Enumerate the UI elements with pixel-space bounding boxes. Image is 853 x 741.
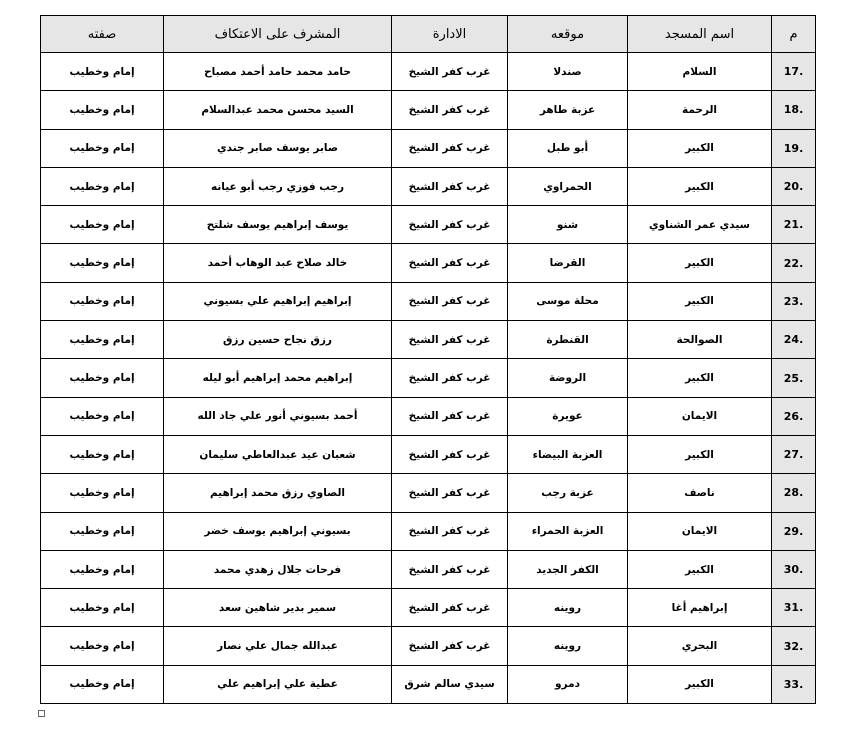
row-number: .21 [772, 206, 816, 244]
location-cell: القنطرة [508, 321, 628, 359]
row-number: .27 [772, 435, 816, 473]
supervisor-cell: أحمد بسيوني أنور علي جاد الله [164, 397, 392, 435]
table-row [41, 321, 816, 359]
location-cell: الحمراوي [508, 167, 628, 205]
location-cell: صندلا [508, 53, 628, 91]
row-number: .30 [772, 550, 816, 588]
mosque-name-cell: السلام [628, 53, 772, 91]
title-cell: إمام وخطيب [41, 167, 164, 205]
mosque-name-cell: الكبير [628, 282, 772, 320]
supervisor-cell: شعبان عيد عبدالعاطي سليمان [164, 435, 392, 473]
mosque-name-cell: الكبير [628, 550, 772, 588]
table-row [41, 589, 816, 627]
table-row [41, 129, 816, 167]
header-administration: الادارة [392, 16, 508, 53]
title-cell: إمام وخطيب [41, 627, 164, 665]
table-row [41, 512, 816, 550]
title-cell: إمام وخطيب [41, 53, 164, 91]
supervisor-cell: إبراهيم إبراهيم علي بسيوني [164, 282, 392, 320]
mosque-name-cell: الكبير [628, 244, 772, 282]
table-row [41, 359, 816, 397]
table-row [41, 206, 816, 244]
row-number: .31 [772, 589, 816, 627]
title-cell: إمام وخطيب [41, 91, 164, 129]
supervisor-cell: حامد محمد حامد أحمد مصباح [164, 53, 392, 91]
title-cell: إمام وخطيب [41, 512, 164, 550]
header-title: صفته [41, 16, 164, 53]
administration-cell: غرب كفر الشيخ [392, 53, 508, 91]
row-number: .26 [772, 397, 816, 435]
administration-cell: غرب كفر الشيخ [392, 167, 508, 205]
title-cell: إمام وخطيب [41, 397, 164, 435]
row-number: .18 [772, 91, 816, 129]
supervisor-cell: خالد صلاح عبد الوهاب أحمد [164, 244, 392, 282]
title-cell: إمام وخطيب [41, 282, 164, 320]
title-cell: إمام وخطيب [41, 206, 164, 244]
administration-cell: غرب كفر الشيخ [392, 512, 508, 550]
mosque-name-cell: الايمان [628, 512, 772, 550]
row-number: .17 [772, 53, 816, 91]
administration-cell: غرب كفر الشيخ [392, 359, 508, 397]
table-body [41, 53, 816, 704]
mosque-name-cell: البحري [628, 627, 772, 665]
header-row [41, 16, 816, 53]
location-cell: عويرة [508, 397, 628, 435]
administration-cell: غرب كفر الشيخ [392, 321, 508, 359]
location-cell: روينه [508, 589, 628, 627]
supervisor-cell: رزق نجاح حسين رزق [164, 321, 392, 359]
administration-cell: سيدي سالم شرق [392, 665, 508, 703]
location-cell: القرضا [508, 244, 628, 282]
administration-cell: غرب كفر الشيخ [392, 91, 508, 129]
administration-cell: غرب كفر الشيخ [392, 435, 508, 473]
administration-cell: غرب كفر الشيخ [392, 397, 508, 435]
supervisor-cell: سمير بدير شاهين سعد [164, 589, 392, 627]
mosque-name-cell: الكبير [628, 359, 772, 397]
table-row [41, 550, 816, 588]
title-cell: إمام وخطيب [41, 589, 164, 627]
table-row [41, 397, 816, 435]
administration-cell: غرب كفر الشيخ [392, 627, 508, 665]
location-cell: عزبة طاهر [508, 91, 628, 129]
administration-cell: غرب كفر الشيخ [392, 206, 508, 244]
table-row [41, 53, 816, 91]
mosque-name-cell: الرحمة [628, 91, 772, 129]
supervisor-cell: يوسف إبراهيم يوسف شلتح [164, 206, 392, 244]
table-row [41, 244, 816, 282]
supervisor-cell: بسيوني إبراهيم يوسف خضر [164, 512, 392, 550]
paragraph-marker [38, 710, 45, 717]
location-cell: الكفر الجديد [508, 550, 628, 588]
administration-cell: غرب كفر الشيخ [392, 129, 508, 167]
row-number: .24 [772, 321, 816, 359]
table-row [41, 91, 816, 129]
location-cell: دمرو [508, 665, 628, 703]
supervisor-cell: صابر يوسف صابر جندي [164, 129, 392, 167]
supervisor-cell: السيد محسن محمد عبدالسلام [164, 91, 392, 129]
title-cell: إمام وخطيب [41, 129, 164, 167]
table-row [41, 665, 816, 703]
location-cell: الروضة [508, 359, 628, 397]
row-number: .23 [772, 282, 816, 320]
administration-cell: غرب كفر الشيخ [392, 474, 508, 512]
administration-cell: غرب كفر الشيخ [392, 244, 508, 282]
mosque-name-cell: إبراهيم أغا [628, 589, 772, 627]
location-cell: العزبة البيضاء [508, 435, 628, 473]
mosque-name-cell: الصوالحة [628, 321, 772, 359]
row-number: .20 [772, 167, 816, 205]
header-location: موقعه [508, 16, 628, 53]
supervisor-cell: رجب فوزي رجب أبو عيانه [164, 167, 392, 205]
mosque-name-cell: الايمان [628, 397, 772, 435]
title-cell: إمام وخطيب [41, 665, 164, 703]
supervisor-cell: عطية علي إبراهيم علي [164, 665, 392, 703]
table-row [41, 435, 816, 473]
title-cell: إمام وخطيب [41, 244, 164, 282]
administration-cell: غرب كفر الشيخ [392, 550, 508, 588]
mosque-name-cell: سيدي عمر الشناوي [628, 206, 772, 244]
location-cell: محلة موسى [508, 282, 628, 320]
table-row [41, 282, 816, 320]
row-number: .22 [772, 244, 816, 282]
title-cell: إمام وخطيب [41, 321, 164, 359]
location-cell: العزبة الحمراء [508, 512, 628, 550]
location-cell: روينه [508, 627, 628, 665]
table-row [41, 627, 816, 665]
supervisor-cell: فرحات جلال زهدي محمد [164, 550, 392, 588]
mosque-name-cell: ناصف [628, 474, 772, 512]
mosque-name-cell: الكبير [628, 435, 772, 473]
row-number: .33 [772, 665, 816, 703]
header-supervisor: المشرف على الاعتكاف [164, 16, 392, 53]
row-number: .19 [772, 129, 816, 167]
row-number: .25 [772, 359, 816, 397]
row-number: .32 [772, 627, 816, 665]
title-cell: إمام وخطيب [41, 435, 164, 473]
supervisor-cell: عبدالله جمال علي نصار [164, 627, 392, 665]
title-cell: إمام وخطيب [41, 359, 164, 397]
row-number: .28 [772, 474, 816, 512]
location-cell: شنو [508, 206, 628, 244]
mosque-name-cell: الكبير [628, 129, 772, 167]
mosque-name-cell: الكبير [628, 665, 772, 703]
mosque-name-cell: الكبير [628, 167, 772, 205]
location-cell: أبو طبل [508, 129, 628, 167]
header-num: م [772, 16, 816, 53]
table-row [41, 474, 816, 512]
header-mosque-name: اسم المسجد [628, 16, 772, 53]
title-cell: إمام وخطيب [41, 550, 164, 588]
administration-cell: غرب كفر الشيخ [392, 589, 508, 627]
row-number: .29 [772, 512, 816, 550]
table-row [41, 167, 816, 205]
supervisor-cell: الصاوي رزق محمد إبراهيم [164, 474, 392, 512]
title-cell: إمام وخطيب [41, 474, 164, 512]
location-cell: عزبة رجب [508, 474, 628, 512]
administration-cell: غرب كفر الشيخ [392, 282, 508, 320]
mosque-supervisors-table [40, 15, 816, 704]
supervisor-cell: إبراهيم محمد إبراهيم أبو ليله [164, 359, 392, 397]
